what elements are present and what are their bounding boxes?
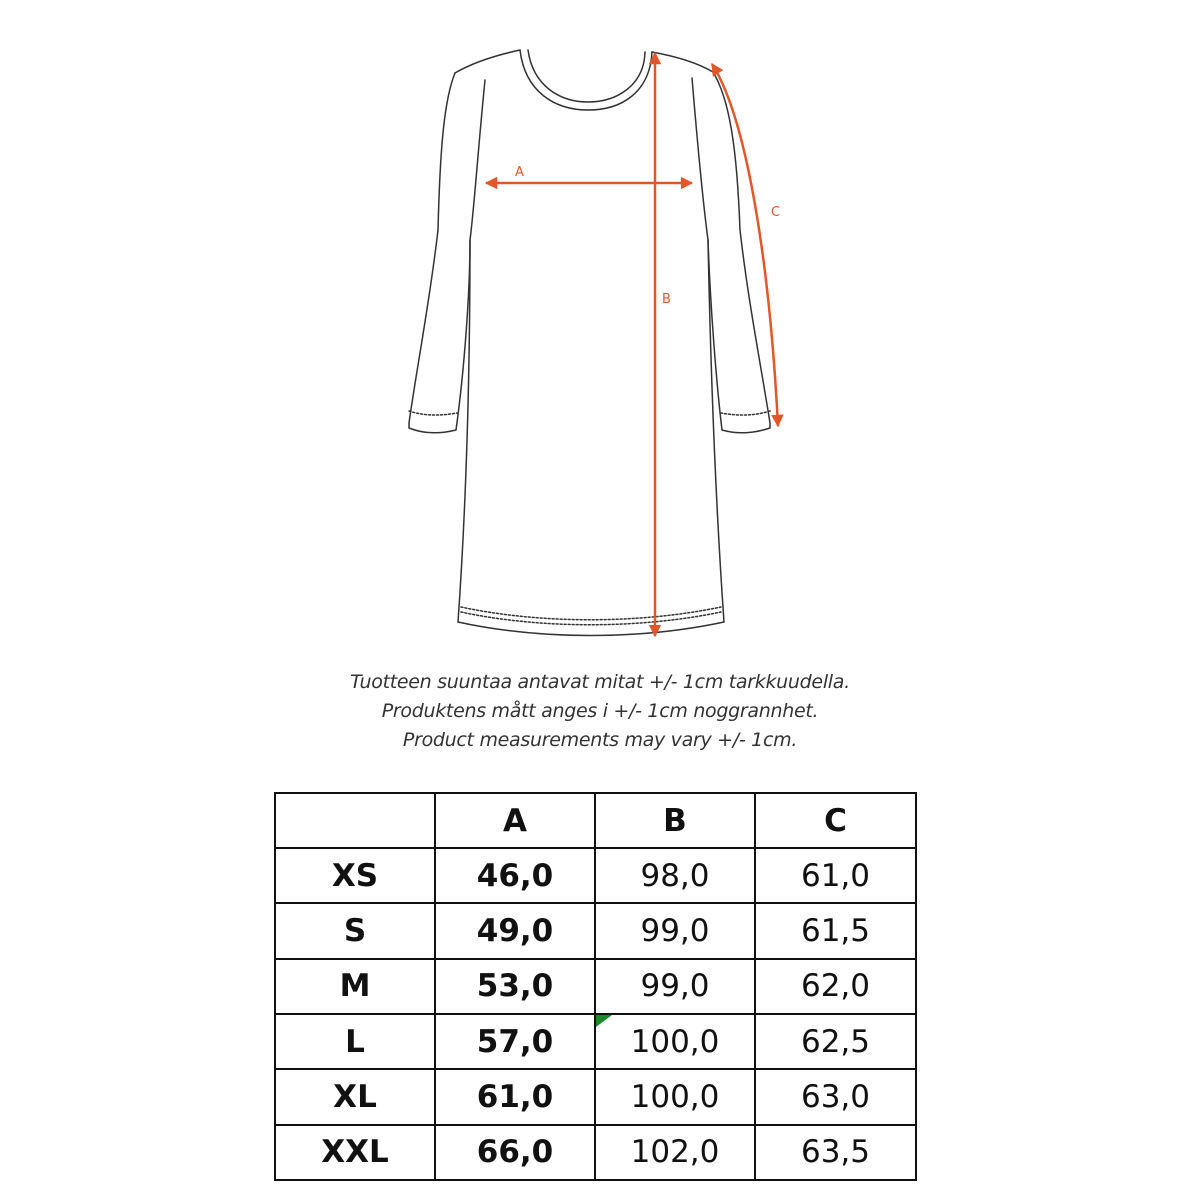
- value-b: 99,0: [595, 903, 755, 958]
- size-cell: XS: [275, 848, 435, 903]
- sleeve-left: [409, 73, 470, 433]
- size-cell: XL: [275, 1069, 435, 1124]
- table-row: [275, 848, 916, 903]
- size-cell: M: [275, 959, 435, 1014]
- value-c: 62,5: [755, 1014, 916, 1069]
- header-size: [275, 793, 435, 848]
- label-b: B: [662, 292, 671, 307]
- cuff-left: [409, 411, 457, 415]
- value-a: 49,0: [435, 903, 595, 958]
- sleeve-right: [708, 72, 770, 433]
- header-row: [275, 793, 916, 848]
- size-cell: XXL: [275, 1125, 435, 1180]
- value-c: 61,5: [755, 903, 916, 958]
- value-c: 62,0: [755, 959, 916, 1014]
- label-a: A: [515, 165, 524, 180]
- shoulder-left: [455, 50, 520, 73]
- header-c: C: [755, 793, 916, 848]
- value-c: 61,0: [755, 848, 916, 903]
- size-cell: L: [275, 1014, 435, 1069]
- table-row: [275, 1069, 916, 1124]
- body-right: [692, 78, 724, 622]
- value-a: 66,0: [435, 1125, 595, 1180]
- hem: [458, 622, 724, 636]
- cell-comment-marker: [596, 1015, 612, 1027]
- label-c: C: [771, 205, 781, 220]
- value-c: 63,0: [755, 1069, 916, 1124]
- dress-outline: [409, 50, 770, 636]
- measure-b: [655, 53, 671, 636]
- value-b: 102,0: [595, 1125, 755, 1180]
- table-row: [275, 1125, 916, 1180]
- measure-c: [712, 64, 780, 426]
- table-row: [275, 959, 916, 1014]
- value-b: 100,0: [595, 1069, 755, 1124]
- cuff-right: [721, 411, 770, 415]
- value-a: 46,0: [435, 848, 595, 903]
- value-a: 53,0: [435, 959, 595, 1014]
- value-b-text: 100,0: [630, 1023, 720, 1060]
- size-cell: S: [275, 903, 435, 958]
- value-c: 63,5: [755, 1125, 916, 1180]
- value-b: 98,0: [595, 848, 755, 903]
- note-english: Product measurements may vary +/- 1cm.: [402, 729, 798, 751]
- table-row: [275, 1014, 916, 1069]
- measurement-notes: [0, 668, 1200, 755]
- hem-stitch: [461, 607, 721, 620]
- value-b: [595, 1014, 755, 1069]
- shoulder-right: [652, 52, 713, 72]
- table-row: [275, 903, 916, 958]
- value-b: 99,0: [595, 959, 755, 1014]
- value-a: 61,0: [435, 1069, 595, 1124]
- value-a: 57,0: [435, 1014, 595, 1069]
- note-finnish: Tuotteen suuntaa antavat mitat +/- 1cm tarkkuudella.: [350, 671, 850, 693]
- header-b: B: [595, 793, 755, 848]
- size-table: [274, 792, 917, 1181]
- neckline-inner: [528, 50, 645, 102]
- body-left: [458, 80, 485, 622]
- header-a: A: [435, 793, 595, 848]
- measure-a: [486, 165, 692, 183]
- note-swedish: Produktens mått anges i +/- 1cm noggrannhet.: [381, 700, 819, 722]
